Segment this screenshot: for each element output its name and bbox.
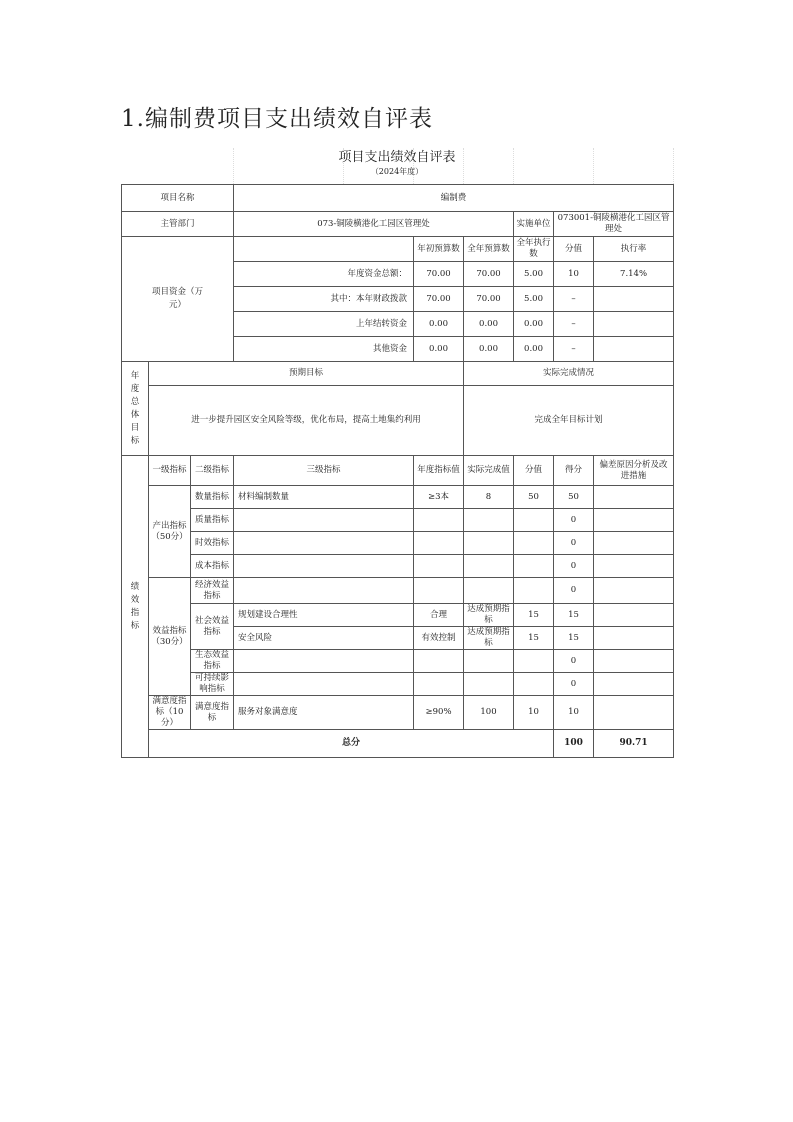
level2: 满意度指标 <box>191 696 234 730</box>
level2: 经济效益指标 <box>191 578 234 604</box>
goal-expected: 进一步提升园区安全风险等级，优化布局，提高土地集约利用 <box>149 386 464 456</box>
deviation <box>594 486 674 509</box>
weight <box>514 578 554 604</box>
score: 0 <box>554 578 594 604</box>
score: 0 <box>554 555 594 578</box>
target <box>414 509 464 532</box>
impl-label: 实施单位 <box>514 212 554 237</box>
actual <box>464 532 514 555</box>
table-row <box>122 555 674 578</box>
total-score: 90.71 <box>594 730 674 758</box>
funds-label: 项目资金（万元） <box>122 237 234 362</box>
table-row <box>122 386 674 456</box>
actual: 100 <box>464 696 514 730</box>
level1-benefit: 效益指标（30分） <box>149 578 191 696</box>
actual <box>464 509 514 532</box>
actual: 达成预期指标 <box>464 627 514 650</box>
table-row <box>122 237 674 262</box>
total-label: 总分 <box>149 730 554 758</box>
target: ≥3本 <box>414 486 464 509</box>
actual <box>464 555 514 578</box>
actual <box>464 673 514 696</box>
target <box>414 673 464 696</box>
table-year: （2024年度） <box>370 167 424 176</box>
weight: 10 <box>514 696 554 730</box>
target <box>414 578 464 604</box>
score: 0 <box>554 532 594 555</box>
weight <box>514 532 554 555</box>
funds-score-val: – <box>554 287 594 312</box>
level2: 数量指标 <box>191 486 234 509</box>
dept-value: 073-铜陵横港化工园区管理处 <box>234 212 514 237</box>
funds-exec: 0.00 <box>514 337 554 362</box>
weight <box>514 555 554 578</box>
level3 <box>234 555 414 578</box>
level3 <box>234 673 414 696</box>
perf-header: 实际完成值 <box>464 456 514 486</box>
funds-header: 全年执行数 <box>514 237 554 262</box>
funds-rate <box>594 312 674 337</box>
level3 <box>234 578 414 604</box>
table-row <box>122 185 674 212</box>
funds-exec: 5.00 <box>514 287 554 312</box>
actual: 8 <box>464 486 514 509</box>
funds-rate <box>594 287 674 312</box>
weight: 50 <box>514 486 554 509</box>
level2: 可持续影响指标 <box>191 673 234 696</box>
actual <box>464 650 514 673</box>
funds-header-blank <box>234 237 414 262</box>
funds-annual: 70.00 <box>464 287 514 312</box>
funds-annual: 0.00 <box>464 312 514 337</box>
table-row <box>122 604 674 627</box>
target: ≥90% <box>414 696 464 730</box>
weight <box>514 509 554 532</box>
funds-rate <box>594 337 674 362</box>
perf-header: 三级指标 <box>234 456 414 486</box>
dept-label: 主管部门 <box>122 212 234 237</box>
funds-row-label: 其中：本年财政拨款 <box>234 287 414 312</box>
table-row <box>122 730 674 758</box>
deviation <box>594 696 674 730</box>
actual <box>464 578 514 604</box>
funds-row-label: 上年结转资金 <box>234 312 414 337</box>
page-heading: 1.编制费项目支出绩效自评表 <box>121 106 433 132</box>
level3: 安全风险 <box>234 627 414 650</box>
perf-header: 年度指标值 <box>414 456 464 486</box>
table-row <box>122 362 674 386</box>
funds-exec: 5.00 <box>514 262 554 287</box>
goal-expected-header: 预期目标 <box>149 362 464 386</box>
funds-header: 执行率 <box>594 237 674 262</box>
funds-row-label: 年度资金总额： <box>234 262 414 287</box>
deviation <box>594 650 674 673</box>
score: 0 <box>554 673 594 696</box>
funds-annual: 0.00 <box>464 337 514 362</box>
weight: 15 <box>514 627 554 650</box>
target: 合理 <box>414 604 464 627</box>
table-title: 项目支出绩效自评表 <box>338 150 456 165</box>
level1-output: 产出指标（50分） <box>149 486 191 578</box>
table-row <box>122 509 674 532</box>
perf-header: 偏差原因分析及改进措施 <box>594 456 674 486</box>
funds-init: 70.00 <box>414 287 464 312</box>
deviation <box>594 578 674 604</box>
funds-row-label: 其他资金 <box>234 337 414 362</box>
funds-init: 0.00 <box>414 337 464 362</box>
deviation <box>594 673 674 696</box>
table-row <box>122 212 674 237</box>
perf-header: 分值 <box>514 456 554 486</box>
self-evaluation-table <box>121 184 674 758</box>
score: 50 <box>554 486 594 509</box>
level2: 质量指标 <box>191 509 234 532</box>
funds-score-val: – <box>554 312 594 337</box>
target <box>414 532 464 555</box>
target <box>414 555 464 578</box>
funds-score-val: 10 <box>554 262 594 287</box>
actual: 达成预期指标 <box>464 604 514 627</box>
target: 有效控制 <box>414 627 464 650</box>
deviation <box>594 509 674 532</box>
table-row <box>122 673 674 696</box>
level2: 成本指标 <box>191 555 234 578</box>
score: 0 <box>554 509 594 532</box>
level2: 生态效益指标 <box>191 650 234 673</box>
project-name: 编制费 <box>234 185 674 212</box>
funds-rate: 7.14% <box>594 262 674 287</box>
table-row <box>122 532 674 555</box>
funds-header: 年初预算数 <box>414 237 464 262</box>
funds-score-val: – <box>554 337 594 362</box>
perf-header: 得分 <box>554 456 594 486</box>
funds-header: 全年预算数 <box>464 237 514 262</box>
funds-annual: 70.00 <box>464 262 514 287</box>
weight <box>514 650 554 673</box>
total-weight: 100 <box>554 730 594 758</box>
goal-actual: 完成全年目标计划 <box>464 386 674 456</box>
table-row <box>122 486 674 509</box>
level2: 时效指标 <box>191 532 234 555</box>
level3 <box>234 532 414 555</box>
weight: 15 <box>514 604 554 627</box>
table-row <box>122 578 674 604</box>
score: 15 <box>554 627 594 650</box>
funds-header: 分值 <box>554 237 594 262</box>
funds-init: 0.00 <box>414 312 464 337</box>
deviation <box>594 604 674 627</box>
perf-label: 绩效指标 <box>122 456 149 758</box>
score: 15 <box>554 604 594 627</box>
level3: 规划建设合理性 <box>234 604 414 627</box>
perf-header: 一级指标 <box>149 456 191 486</box>
goal-label: 年度总体目标 <box>122 362 149 456</box>
impl-value: 073001-铜陵横港化工园区管理处 <box>554 212 674 237</box>
weight <box>514 673 554 696</box>
project-name-label: 项目名称 <box>122 185 234 212</box>
level1-satisfaction: 满意度指标（10分） <box>149 696 191 730</box>
score: 0 <box>554 650 594 673</box>
table-row <box>122 696 674 730</box>
level3: 服务对象满意度 <box>234 696 414 730</box>
level3: 材料编制数量 <box>234 486 414 509</box>
funds-init: 70.00 <box>414 262 464 287</box>
perf-header: 二级指标 <box>191 456 234 486</box>
level3 <box>234 509 414 532</box>
target <box>414 650 464 673</box>
table-row <box>122 456 674 486</box>
level3 <box>234 650 414 673</box>
table-row <box>122 650 674 673</box>
funds-exec: 0.00 <box>514 312 554 337</box>
deviation <box>594 532 674 555</box>
deviation <box>594 627 674 650</box>
score: 10 <box>554 696 594 730</box>
deviation <box>594 555 674 578</box>
level2: 社会效益指标 <box>191 604 234 650</box>
goal-actual-header: 实际完成情况 <box>464 362 674 386</box>
